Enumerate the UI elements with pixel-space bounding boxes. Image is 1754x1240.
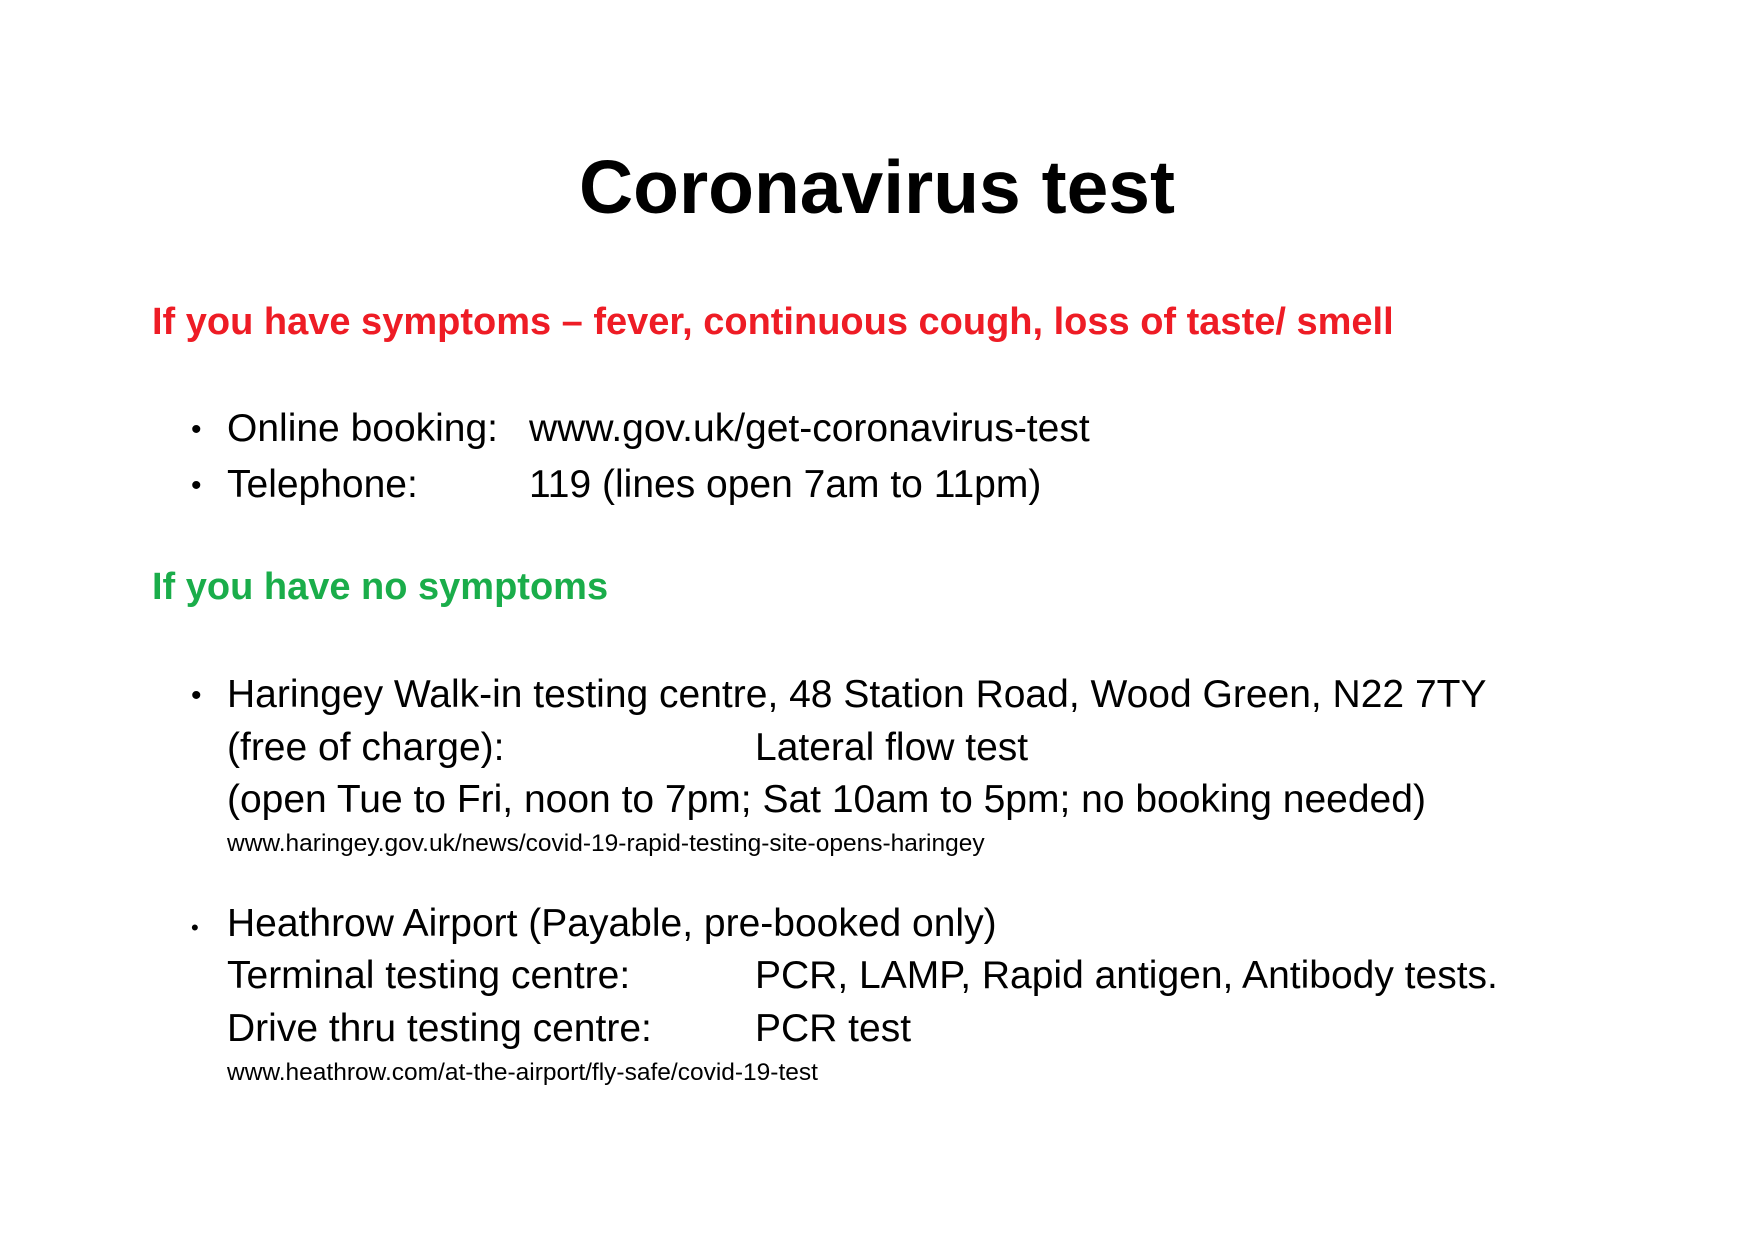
- bullet-icon: •: [191, 413, 202, 446]
- heathrow-terminal-value: PCR, LAMP, Rapid antigen, Antibody tests.: [755, 954, 1498, 997]
- heathrow-url[interactable]: www.heathrow.com/at-the-airport/fly-safe/covid-19-test: [227, 1059, 818, 1086]
- haringey-charge-label: (free of charge):: [227, 726, 505, 769]
- heathrow-title: Heathrow Airport (Payable, pre-booked only): [227, 902, 997, 945]
- no-symptoms-heading: If you have no symptoms: [152, 566, 609, 608]
- online-booking-url[interactable]: www.gov.uk/get-coronavirus-test: [529, 407, 1090, 450]
- page-title: Coronavirus test: [579, 145, 1175, 229]
- haringey-hours: (open Tue to Fri, noon to 7pm; Sat 10am to 5pm; no booking needed): [227, 778, 1426, 821]
- telephone-value: 119 (lines open 7am to 11pm): [529, 463, 1042, 506]
- heathrow-drive-value: PCR test: [755, 1007, 912, 1050]
- symptoms-heading: If you have symptoms – fever, continuous cough, loss of taste/ smell: [152, 301, 1394, 343]
- haringey-title: Haringey Walk-in testing centre, 48 Station Road, Wood Green, N22 7TY: [227, 673, 1487, 716]
- bullet-icon: •: [191, 679, 202, 712]
- heathrow-drive-label: Drive thru testing centre:: [227, 1007, 652, 1050]
- haringey-charge-value: Lateral flow test: [755, 726, 1029, 769]
- heathrow-terminal-label: Terminal testing centre:: [227, 954, 631, 997]
- haringey-url[interactable]: www.haringey.gov.uk/news/covid-19-rapid-testing-site-opens-haringey: [227, 830, 985, 857]
- bullet-icon: •: [191, 915, 199, 940]
- bullet-icon: •: [191, 469, 202, 502]
- telephone-label: Telephone:: [227, 463, 418, 506]
- online-booking-label: Online booking:: [227, 407, 499, 450]
